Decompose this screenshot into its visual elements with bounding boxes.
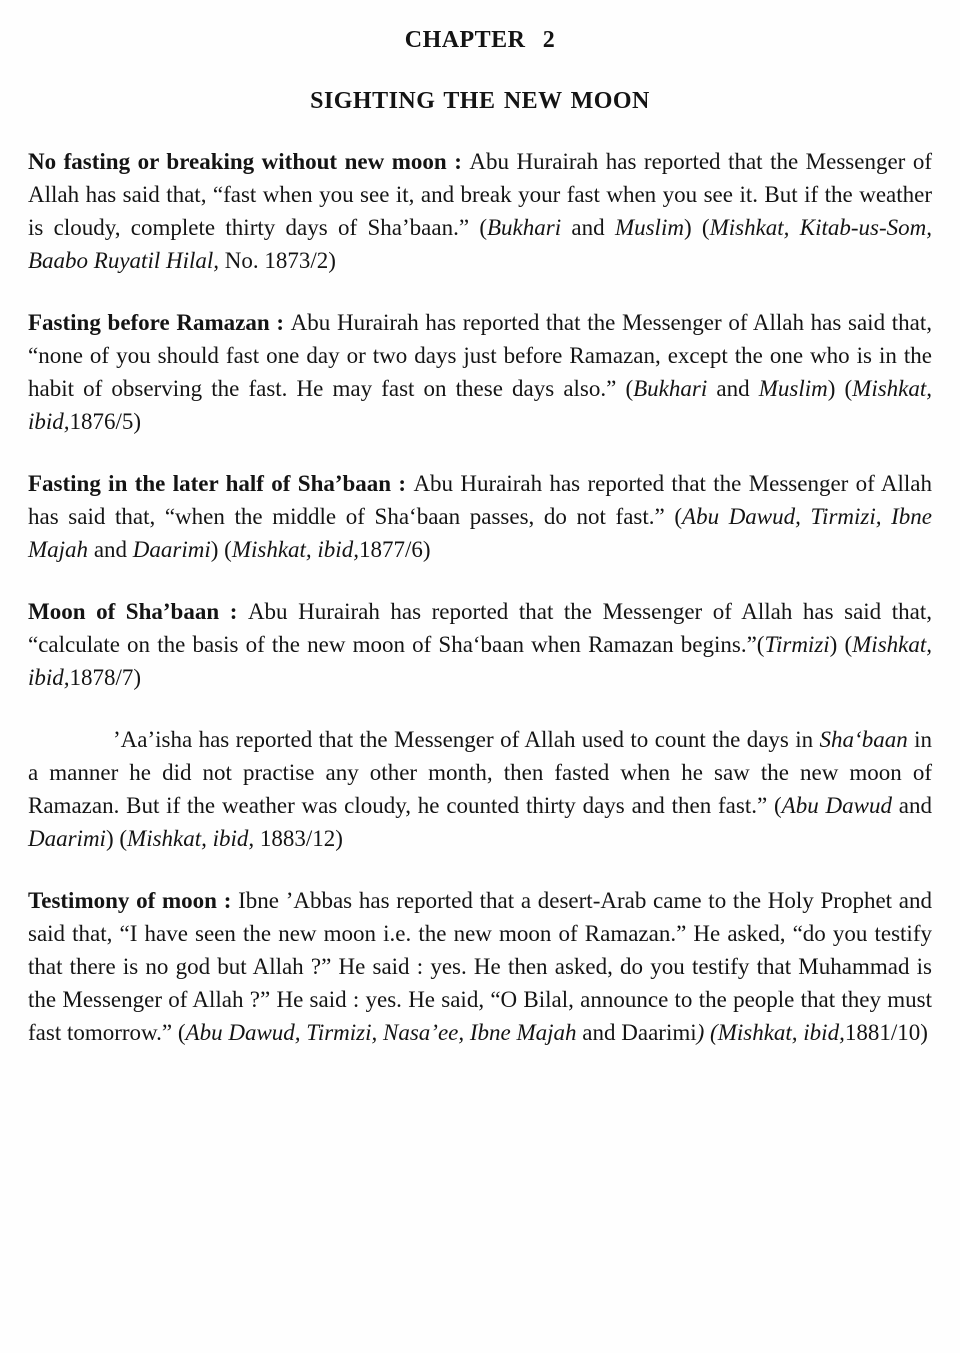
text-run: Tirmizi xyxy=(764,632,830,657)
text-run: Daarimi xyxy=(132,537,211,562)
document-body xyxy=(28,145,932,1049)
text-run: Mishkat, ibid, xyxy=(28,632,932,690)
text-run: Abu Hurairah has reported that the Messenger of Allah has said that, “none of you should fast one day or two days just before Ramazan, except the one who is in the habit of observing the fast. He may fast on these days also.” ( xyxy=(28,310,932,401)
paragraph xyxy=(28,723,932,855)
text-run: No fasting or breaking without new moon : xyxy=(28,149,470,174)
text-run: in a manner he did not practise any other month, then fasted when he saw the new moon of Ramazan. But if the weather was cloudy, he counted thirty days and then fast.” ( xyxy=(28,727,933,818)
paragraph xyxy=(28,595,932,694)
text-run: and xyxy=(707,376,759,401)
chapter-subtitle: SIGHTING THE NEW MOON xyxy=(310,88,650,114)
text-run: and Daarimi xyxy=(576,1020,697,1045)
text-run: ) ( xyxy=(683,215,710,240)
paragraph xyxy=(28,884,932,1049)
text-run: Mishkat, Kitab-us-Som, Baabo Ruyatil Hilal, xyxy=(28,215,932,273)
text-run: 1878/7) xyxy=(69,665,142,690)
text-run: Abu Hurairah has reported that the Messenger of Allah has said that, “calculate on the basis of the new moon of Sha‘baan when Ramazan begins.”( xyxy=(28,599,932,657)
text-run: Muslim xyxy=(614,215,684,240)
text-run: Abu Dawud, Tirmizi, Ibne Majah xyxy=(28,504,932,562)
text-run: Abu Hurairah has reported that the Messenger of Allah has said that, “fast when you see it, and break your fast when you see it. But if the weather is cloudy, complete thirty days of Sha’baan.” ( xyxy=(28,149,932,240)
text-run: Mishkat, ibid, xyxy=(231,537,359,562)
text-run: Bukhari xyxy=(633,376,708,401)
text-run: Fasting in the later half of Sha’baan : xyxy=(28,471,414,496)
text-run: 1877/6) xyxy=(358,537,431,562)
text-run: Mishkat, ibid, xyxy=(28,376,933,434)
text-run: 1876/5) xyxy=(69,409,142,434)
text-run: Sha‘baan xyxy=(819,727,908,752)
text-run: ) ( xyxy=(829,632,853,657)
paragraph xyxy=(28,467,932,566)
text-run: ) (Mishkat, ibid, xyxy=(696,1020,845,1045)
text-run: No. 1873/2) xyxy=(219,248,336,273)
text-run: Testimony of moon : xyxy=(28,888,239,913)
text-run: Abu Dawud, Tirmizi, Nasa’ee, Ibne Majah xyxy=(185,1020,577,1045)
text-run: Abu Hurairah has reported that the Messenger of Allah has said that, “when the middle of Sha‘baan passes, do not fast.” ( xyxy=(28,471,932,529)
text-run: ’Aa’isha has reported that the Messenger of Allah used to count the days in xyxy=(113,727,820,752)
paragraph xyxy=(28,306,932,438)
text-run: Muslim xyxy=(758,376,828,401)
chapter-title: CHAPTER 2 xyxy=(404,27,556,53)
text-run: Daarimi xyxy=(28,826,106,851)
paragraph xyxy=(28,145,932,277)
text-run: ) ( xyxy=(105,826,128,851)
text-run: ) ( xyxy=(827,376,853,401)
text-run: and xyxy=(561,215,615,240)
text-run: and xyxy=(891,793,933,818)
text-run: ) ( xyxy=(210,537,232,562)
text-run: and xyxy=(88,537,133,562)
text-run: Ibne ’Abbas has reported that a desert-Arab came to the Holy Prophet and said that, “I have seen the new moon i.e. the new moon of Ramazan.” He asked, “do you testify that there is no god but Allah ?” He said : yes. He then asked, do you testify that Muhammad is the Messenger of Allah ?” He said : yes. He said, “O Bilal, announce to the people that they must fast tomorrow.” ( xyxy=(28,888,932,1045)
text-run: Bukhari xyxy=(487,215,562,240)
text-run: 1883/12) xyxy=(254,826,343,851)
text-run: Mishkat, ibid, xyxy=(127,826,255,851)
text-run: 1881/10) xyxy=(844,1020,928,1045)
text-run: Fasting before Ramazan : xyxy=(28,310,291,335)
text-run: Abu Dawud xyxy=(781,793,892,818)
text-run: Moon of Sha’baan : xyxy=(28,599,248,624)
